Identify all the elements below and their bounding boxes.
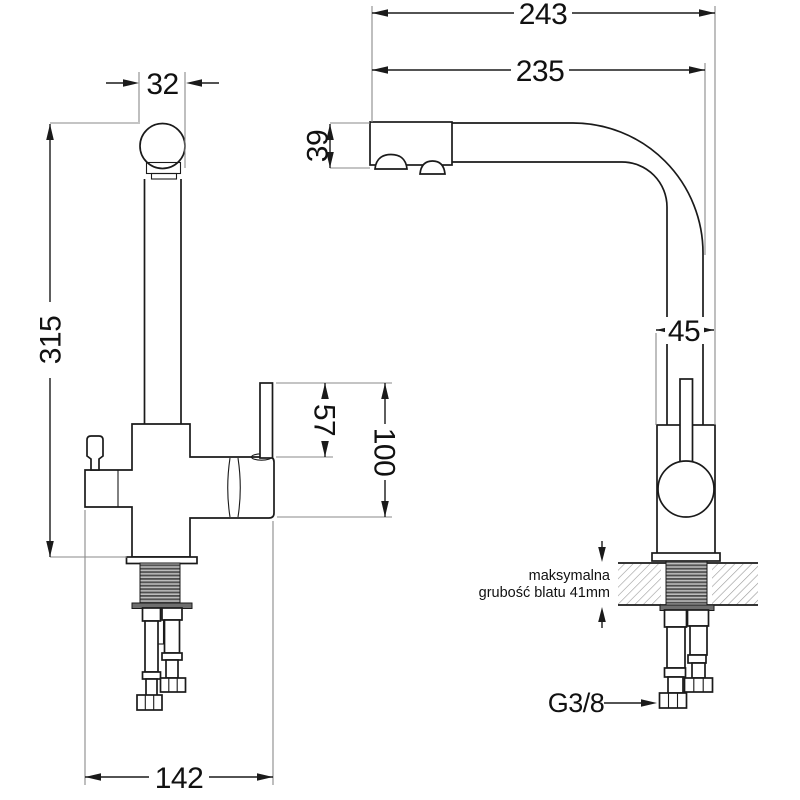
side-base-plate	[652, 553, 720, 561]
thread-label: G3/8	[547, 688, 605, 718]
dim-spout-width-label: 32	[146, 68, 179, 101]
side-view	[367, 122, 758, 708]
front-filter-knob	[87, 436, 103, 470]
counter-note-line2: grubość blatu 41mm	[478, 585, 610, 601]
dim-spout-width	[106, 68, 219, 101]
side-spout-arm	[452, 123, 703, 425]
side-lever-bar	[680, 379, 693, 462]
dim-body-depth	[656, 315, 714, 348]
dim-total-height-label: 315	[34, 315, 68, 365]
front-body	[85, 424, 274, 557]
dim-spout-head-height	[302, 124, 335, 168]
dim-spout-reach	[372, 55, 705, 88]
front-outlet-lip	[152, 174, 177, 180]
side-threaded-shank	[666, 561, 707, 605]
thread-callout	[548, 688, 657, 718]
dim-lever-to-body-label: 100	[367, 427, 401, 477]
dim-lever-height-label: 57	[307, 403, 341, 437]
front-view	[85, 124, 274, 711]
front-lever-bar	[260, 383, 273, 458]
dim-overall-depth-label: 243	[518, 0, 568, 31]
front-hose-right	[161, 608, 186, 692]
side-ball-joint	[658, 461, 714, 517]
side-hose-left	[660, 610, 687, 708]
dim-base-span	[85, 760, 273, 795]
dim-overall-depth	[372, 0, 715, 31]
counter-thickness-annotation	[479, 541, 611, 628]
side-hose-right	[685, 610, 713, 692]
front-hose-left	[137, 608, 162, 710]
dim-spout-head-height-label: 39	[301, 129, 335, 163]
dim-lever-height	[308, 383, 341, 457]
dim-spout-reach-label: 235	[515, 55, 565, 88]
dim-lever-to-body	[368, 383, 401, 517]
dim-body-depth-label: 45	[667, 315, 701, 348]
front-threaded-shank	[140, 563, 180, 603]
dim-total-height	[35, 124, 68, 557]
front-spout-tube	[145, 179, 182, 424]
counter-note-line1: maksymalna	[528, 568, 610, 584]
dim-base-span-label: 142	[154, 762, 204, 795]
front-spout-head-circle	[140, 124, 185, 169]
